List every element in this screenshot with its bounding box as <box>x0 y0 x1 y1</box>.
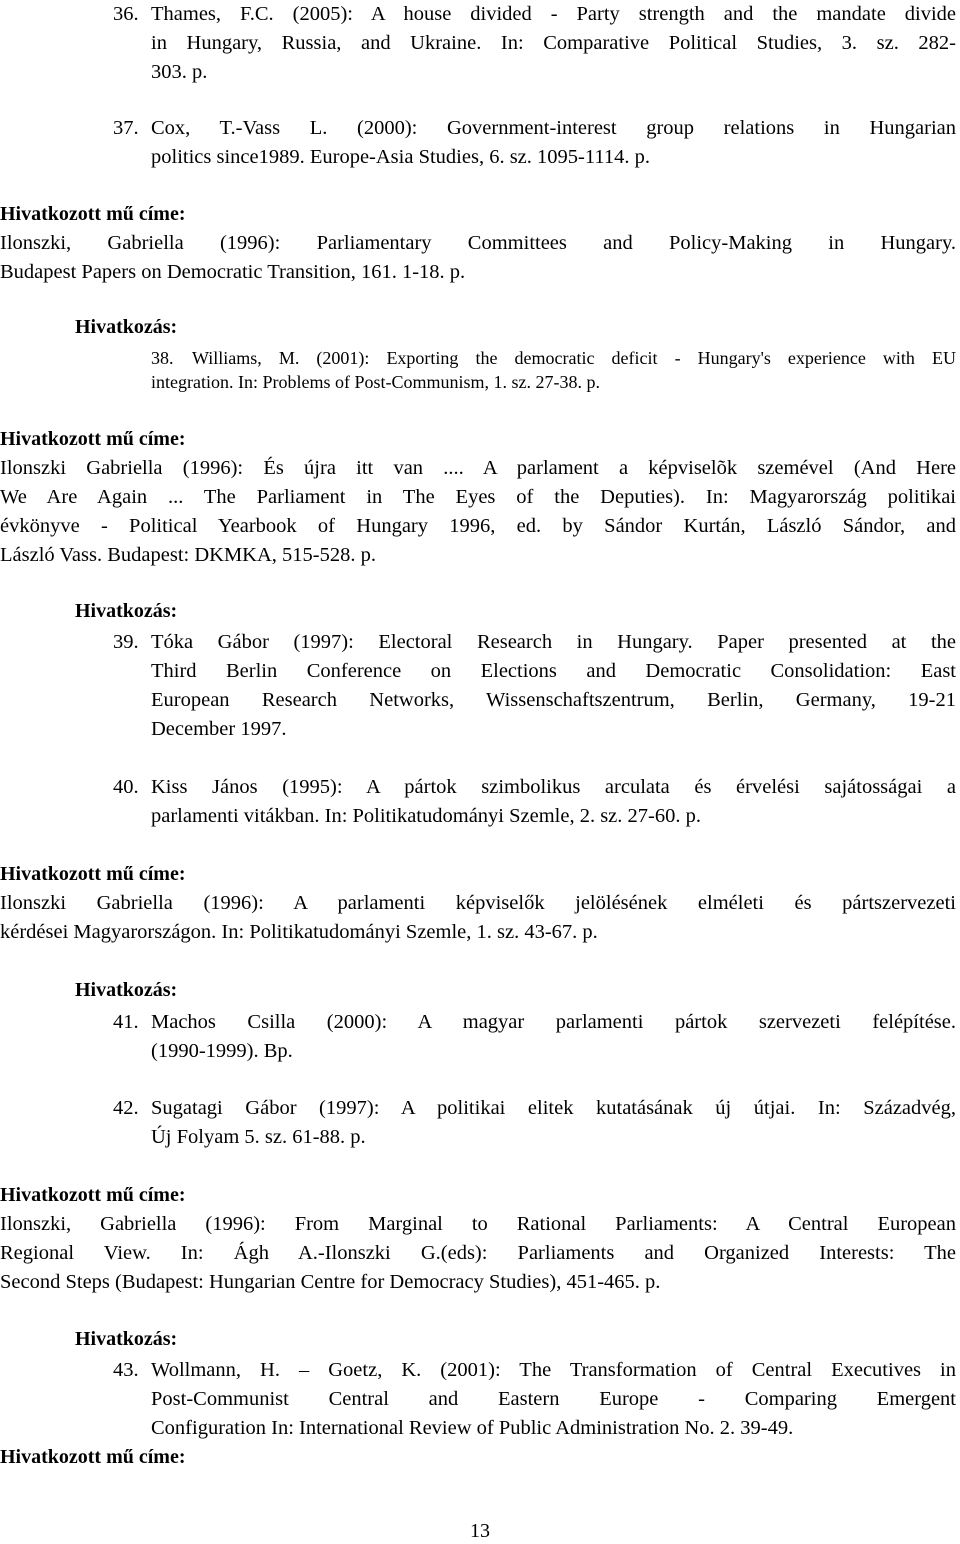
cited-work-line: László Vass. Budapest: DKMKA, 515-528. p. <box>0 544 376 566</box>
reference-line: Configuration In: International Review of Public Administration No. 2. 39-49. <box>151 1417 794 1439</box>
reference-line: December 1997. <box>151 718 287 740</box>
reference-number: 36. <box>113 3 139 25</box>
cited-work-heading: Hivatkozott mű címe: <box>0 203 186 225</box>
cited-work-line: Second Steps (Budapest: Hungarian Centre for Democracy Studies), 451-465. p. <box>0 1271 661 1293</box>
reference-line: Wollmann, H. – Goetz, K. (2001): The Transformation of Central Executives in <box>151 1359 956 1381</box>
cited-work-line: Ilonszki Gabriella (1996): És újra itt van .... A parlament a képviselõk szemével (And Here <box>0 457 956 479</box>
reference-number: 39. <box>113 631 139 653</box>
reference-line: Post-Communist Central and Eastern Europe - Comparing Emergent <box>151 1388 956 1410</box>
cited-work-heading: Hivatkozott mű címe: <box>0 1446 186 1468</box>
reference-number: 43. <box>113 1359 139 1381</box>
reference-line: integration. In: Problems of Post-Communism, 1. sz. 27-38. p. <box>151 372 600 392</box>
reference-line: Williams, M. (2001): Exporting the democratic deficit - Hungary's experience with EU <box>192 348 956 368</box>
page-number: 13 <box>470 1520 490 1542</box>
reference-line: Machos Csilla (2000): A magyar parlamenti pártok szervezeti felépítése. <box>151 1011 956 1033</box>
reference-line: Third Berlin Conference on Elections and Democratic Consolidation: East <box>151 660 956 682</box>
cited-work-line: Budapest Papers on Democratic Transition, 161. 1-18. p. <box>0 261 466 283</box>
cited-work-line: Ilonszki, Gabriella (1996): Parliamentary Committees and Policy-Making in Hungary. <box>0 232 956 254</box>
reference-line: parlamenti vitákban. In: Politikatudományi Szemle, 2. sz. 27-60. p. <box>151 805 701 827</box>
reference-line: Új Folyam 5. sz. 61-88. p. <box>151 1126 366 1148</box>
citation-heading: Hivatkozás: <box>75 979 178 1001</box>
cited-work-line: Ilonszki Gabriella (1996): A parlamenti képviselők jelölésének elméleti és pártszervezeti <box>0 892 956 914</box>
reference-number: 42. <box>113 1097 139 1119</box>
reference-line: Cox, T.-Vass L. (2000): Government-interest group relations in Hungarian <box>151 117 956 139</box>
reference-line: in Hungary, Russia, and Ukraine. In: Comparative Political Studies, 3. sz. 282- <box>151 32 956 54</box>
cited-work-heading: Hivatkozott mű címe: <box>0 1184 186 1206</box>
reference-number: 40. <box>113 776 139 798</box>
reference-line: Tóka Gábor (1997): Electoral Research in Hungary. Paper presented at the <box>151 631 956 653</box>
cited-work-line: évkönyve - Political Yearbook of Hungary 1996, ed. by Sándor Kurtán, László Sándor, and <box>0 515 956 537</box>
cited-work-heading: Hivatkozott mű címe: <box>0 428 186 450</box>
reference-line: politics since1989. Europe-Asia Studies, 6. sz. 1095-1114. p. <box>151 146 650 168</box>
reference-number: 41. <box>113 1011 139 1033</box>
citation-heading: Hivatkozás: <box>75 600 178 622</box>
reference-line: (1990-1999). Bp. <box>151 1040 293 1062</box>
reference-line: Thames, F.C. (2005): A house divided - Party strength and the mandate divide <box>151 3 956 25</box>
reference-line: Sugatagi Gábor (1997): A politikai elitek kutatásának új útjai. In: Századvég, <box>151 1097 956 1119</box>
cited-work-line: Regional View. In: Ágh A.-Ilonszki G.(eds): Parliaments and Organized Interests: The <box>0 1242 956 1264</box>
cited-work-line: kérdései Magyarországon. In: Politikatudományi Szemle, 1. sz. 43-67. p. <box>0 921 598 943</box>
reference-line: 303. p. <box>151 61 208 83</box>
reference-line: European Research Networks, Wissenschaftszentrum, Berlin, Germany, 19-21 <box>151 689 956 711</box>
reference-number: 38. <box>151 348 174 368</box>
cited-work-line: Ilonszki, Gabriella (1996): From Marginal to Rational Parliaments: A Central European <box>0 1213 956 1235</box>
reference-number: 37. <box>113 117 139 139</box>
cited-work-line: We Are Again ... The Parliament in The Eyes of the Deputies). In: Magyarország politikai <box>0 486 956 508</box>
citation-heading: Hivatkozás: <box>75 1328 178 1350</box>
citation-heading: Hivatkozás: <box>75 316 178 338</box>
reference-line: Kiss János (1995): A pártok szimbolikus arculata és érvelési sajátosságai a <box>151 776 956 798</box>
cited-work-heading: Hivatkozott mű címe: <box>0 863 186 885</box>
